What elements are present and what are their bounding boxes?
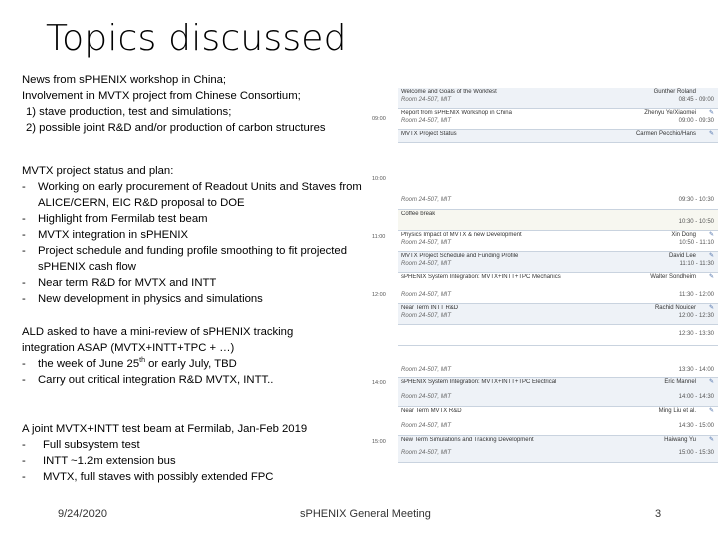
speaker-name: Xin Dong	[671, 232, 696, 238]
speaker-name: Walter Sondheim	[650, 274, 696, 280]
time-label: 14:00	[372, 380, 386, 386]
text-line: Involvement in MVTX project from Chinese Consortium;	[22, 90, 301, 102]
time-range: 13:30 - 14:00	[678, 367, 714, 373]
bullet-item	[22, 179, 367, 211]
bullet-item	[22, 372, 367, 388]
speaker-name: Haiwang Yu	[664, 437, 696, 443]
attachment-icon[interactable]: ✎	[708, 131, 714, 137]
workshop-news-block	[22, 72, 367, 136]
speaker-name: Zhenyu Ye/Xiaomei	[644, 110, 696, 116]
talk-title: Physics Impact of MVTX & new Development	[401, 232, 522, 238]
bullet-item	[22, 437, 367, 453]
block-heading: A joint MVTX+INTT test beam at Fermilab, Jan-Feb 2019	[22, 423, 308, 435]
time-label: 10:00	[372, 176, 386, 182]
dash-marker: -	[22, 374, 26, 386]
time-range: 10:50 - 11:10	[679, 240, 714, 246]
time-label: 15:00	[372, 439, 386, 445]
block-heading: MVTX project status and plan:	[22, 165, 174, 177]
bullet-item	[22, 356, 367, 372]
talk-title: sPHENIX System Integration: MVTX+INTT+TPC Electrical	[401, 379, 557, 385]
talk-title: MVTX Project Schedule and Funding Profile	[401, 253, 519, 259]
time-range: 14:00 - 14:30	[678, 394, 714, 400]
dash-marker: -	[22, 229, 26, 241]
dash-marker: -	[22, 277, 26, 289]
attachment-icon[interactable]: ✎	[708, 408, 714, 414]
agenda-row	[398, 365, 718, 378]
talk-title: Near Term INTT R&D	[401, 305, 459, 311]
agenda-row[interactable]	[398, 88, 718, 109]
agenda-row[interactable]	[398, 231, 718, 252]
bullet-item	[22, 211, 367, 227]
dash-marker: -	[22, 471, 26, 483]
attachment-icon[interactable]: ✎	[708, 379, 714, 385]
agenda-row[interactable]	[398, 130, 718, 143]
text-line: 1) stave production, test and simulations;	[26, 106, 232, 118]
dash-marker: -	[22, 181, 26, 193]
time-range: 11:10 - 11:30	[679, 261, 714, 267]
attachment-icon[interactable]: ✎	[708, 305, 714, 311]
bullet-text: New development in physics and simulations	[38, 293, 263, 305]
time-label: 12:00	[372, 292, 386, 298]
dash-marker: -	[22, 245, 26, 257]
room-label: Room 24-507, MIT	[401, 423, 452, 429]
time-range: 09:00 - 09:30	[678, 118, 714, 124]
talk-title: Report from sPHENIX Workshop in China	[401, 110, 512, 116]
agenda-row	[398, 325, 718, 346]
text-line: News from sPHENIX workshop in China;	[22, 74, 227, 86]
bullet-text: MVTX integration in sPHENIX	[38, 229, 189, 241]
bullet-text: Carry out critical integration R&D MVTX, INTT..	[38, 374, 274, 386]
agenda-row[interactable]	[398, 273, 718, 304]
footer-date: 9/24/2020	[58, 508, 107, 520]
text-line: integration ASAP (MVTX+INTT+TPC + …)	[22, 342, 235, 354]
agenda-row[interactable]	[398, 109, 718, 130]
ordinal-suffix: th	[139, 357, 145, 365]
talk-title: MVTX Project Status	[401, 131, 457, 137]
bullet-text: MVTX, full staves with possibly extended FPC	[43, 471, 274, 483]
room-label: Room 24-507, MIT	[401, 97, 452, 103]
room-label: Room 24-507, MIT	[401, 240, 452, 246]
time-range: 12:30 - 13:30	[678, 331, 714, 337]
agenda-screenshot-top	[370, 88, 718, 346]
bullet-item	[22, 291, 367, 307]
time-range: 08:45 - 09:00	[678, 97, 714, 103]
room-label: Room 24-507, MIT	[401, 313, 452, 319]
room-label: Room 24-507, MIT	[401, 197, 452, 203]
time-range: 11:30 - 12:00	[679, 292, 714, 298]
time-label: 09:00	[372, 116, 386, 122]
text-line: ALD asked to have a mini-review of sPHENIX tracking	[22, 326, 294, 338]
talk-title: Near Term MVTX R&D	[401, 408, 462, 414]
bullet-item	[22, 469, 367, 485]
footer-meeting-name: sPHENIX General Meeting	[300, 508, 431, 520]
bullet-text: Near term R&D for MVTX and INTT	[38, 277, 217, 289]
time-range: 12:00 - 12:30	[678, 313, 714, 319]
bullet-text: the week of June 25	[38, 358, 140, 370]
bullet-text: or early July, TBD	[144, 358, 237, 370]
time-range: 14:30 - 15:00	[678, 423, 714, 429]
time-range: 10:30 - 10:50	[678, 219, 714, 225]
slide-title: Topics discussed	[46, 18, 347, 59]
slide-number: 3	[655, 508, 662, 520]
room-label: Room 24-507, MIT	[401, 261, 452, 267]
bullet-text: Full subsystem test	[43, 439, 140, 451]
time-column	[370, 88, 396, 346]
agenda-screenshot-bottom	[370, 365, 718, 463]
speaker-name: David Lee	[668, 253, 696, 259]
dash-marker: -	[22, 455, 26, 467]
dash-marker: -	[22, 213, 26, 225]
room-label: Room 24-507, MIT	[401, 394, 452, 400]
dash-marker: -	[22, 439, 26, 451]
speaker-name: Carmen Pecchio/Hans	[635, 131, 696, 137]
bullet-item	[22, 275, 367, 291]
room-label: Room 24-507, MIT	[401, 450, 452, 456]
bullet-item	[22, 227, 367, 243]
time-range: 09:30 - 10:30	[678, 197, 714, 203]
bullet-item	[22, 243, 367, 275]
agenda-row	[398, 210, 718, 231]
speaker-name: Eric Mannel	[664, 379, 696, 385]
agenda-row[interactable]	[398, 436, 718, 463]
test-beam-block	[22, 421, 367, 485]
agenda-row[interactable]	[398, 407, 718, 436]
time-label: 11:00	[372, 234, 386, 240]
attachment-icon[interactable]: ✎	[708, 274, 714, 280]
attachment-icon[interactable]: ✎	[708, 232, 714, 238]
bullet-text: Working on early procurement of Readout Units and Staves from ALICE/CERN, EIC R&D proposal to DOE	[38, 181, 362, 209]
attachment-icon[interactable]: ✎	[708, 110, 714, 116]
agenda-row[interactable]	[398, 304, 718, 325]
talk-title: Coffee break	[401, 211, 436, 217]
room-label: Room 24-507, MIT	[401, 292, 452, 298]
mini-review-block	[22, 324, 367, 388]
speaker-name: Rachid Nouicer	[654, 305, 696, 311]
attachment-icon[interactable]: ✎	[708, 437, 714, 443]
bullet-text: INTT ~1.2m extension bus	[43, 455, 176, 467]
dash-marker: -	[22, 293, 26, 305]
mvtx-status-block	[22, 163, 367, 307]
room-label: Room 24-507, MIT	[401, 367, 452, 373]
time-column	[370, 365, 396, 463]
text-line: 2) possible joint R&D and/or production of carbon structures	[26, 122, 326, 134]
bullet-text: Project schedule and funding profile smoothing to fit projected sPHENIX cash flow	[38, 245, 347, 273]
bullet-text: Highlight from Fermilab test beam	[38, 213, 208, 225]
time-range: 15:00 - 15:30	[678, 450, 714, 456]
agenda-row[interactable]	[398, 252, 718, 273]
speaker-name: Ming Liu et al.	[658, 408, 696, 414]
talk-title: sPHENIX System Integration: MVTX+INTT+TPC Mechanics	[401, 274, 561, 280]
bullet-item	[22, 453, 367, 469]
agenda-row[interactable]	[398, 378, 718, 407]
attachment-icon[interactable]: ✎	[708, 253, 714, 259]
speaker-name: Gunther Roland	[653, 89, 696, 95]
dash-marker: -	[22, 358, 26, 370]
room-label: Room 24-507, MIT	[401, 118, 452, 124]
talk-title: New Term Simulations and Tracking Development	[401, 437, 534, 443]
talk-title: Welcome and Goals of the Workfest	[401, 89, 497, 95]
agenda-row	[398, 143, 718, 210]
